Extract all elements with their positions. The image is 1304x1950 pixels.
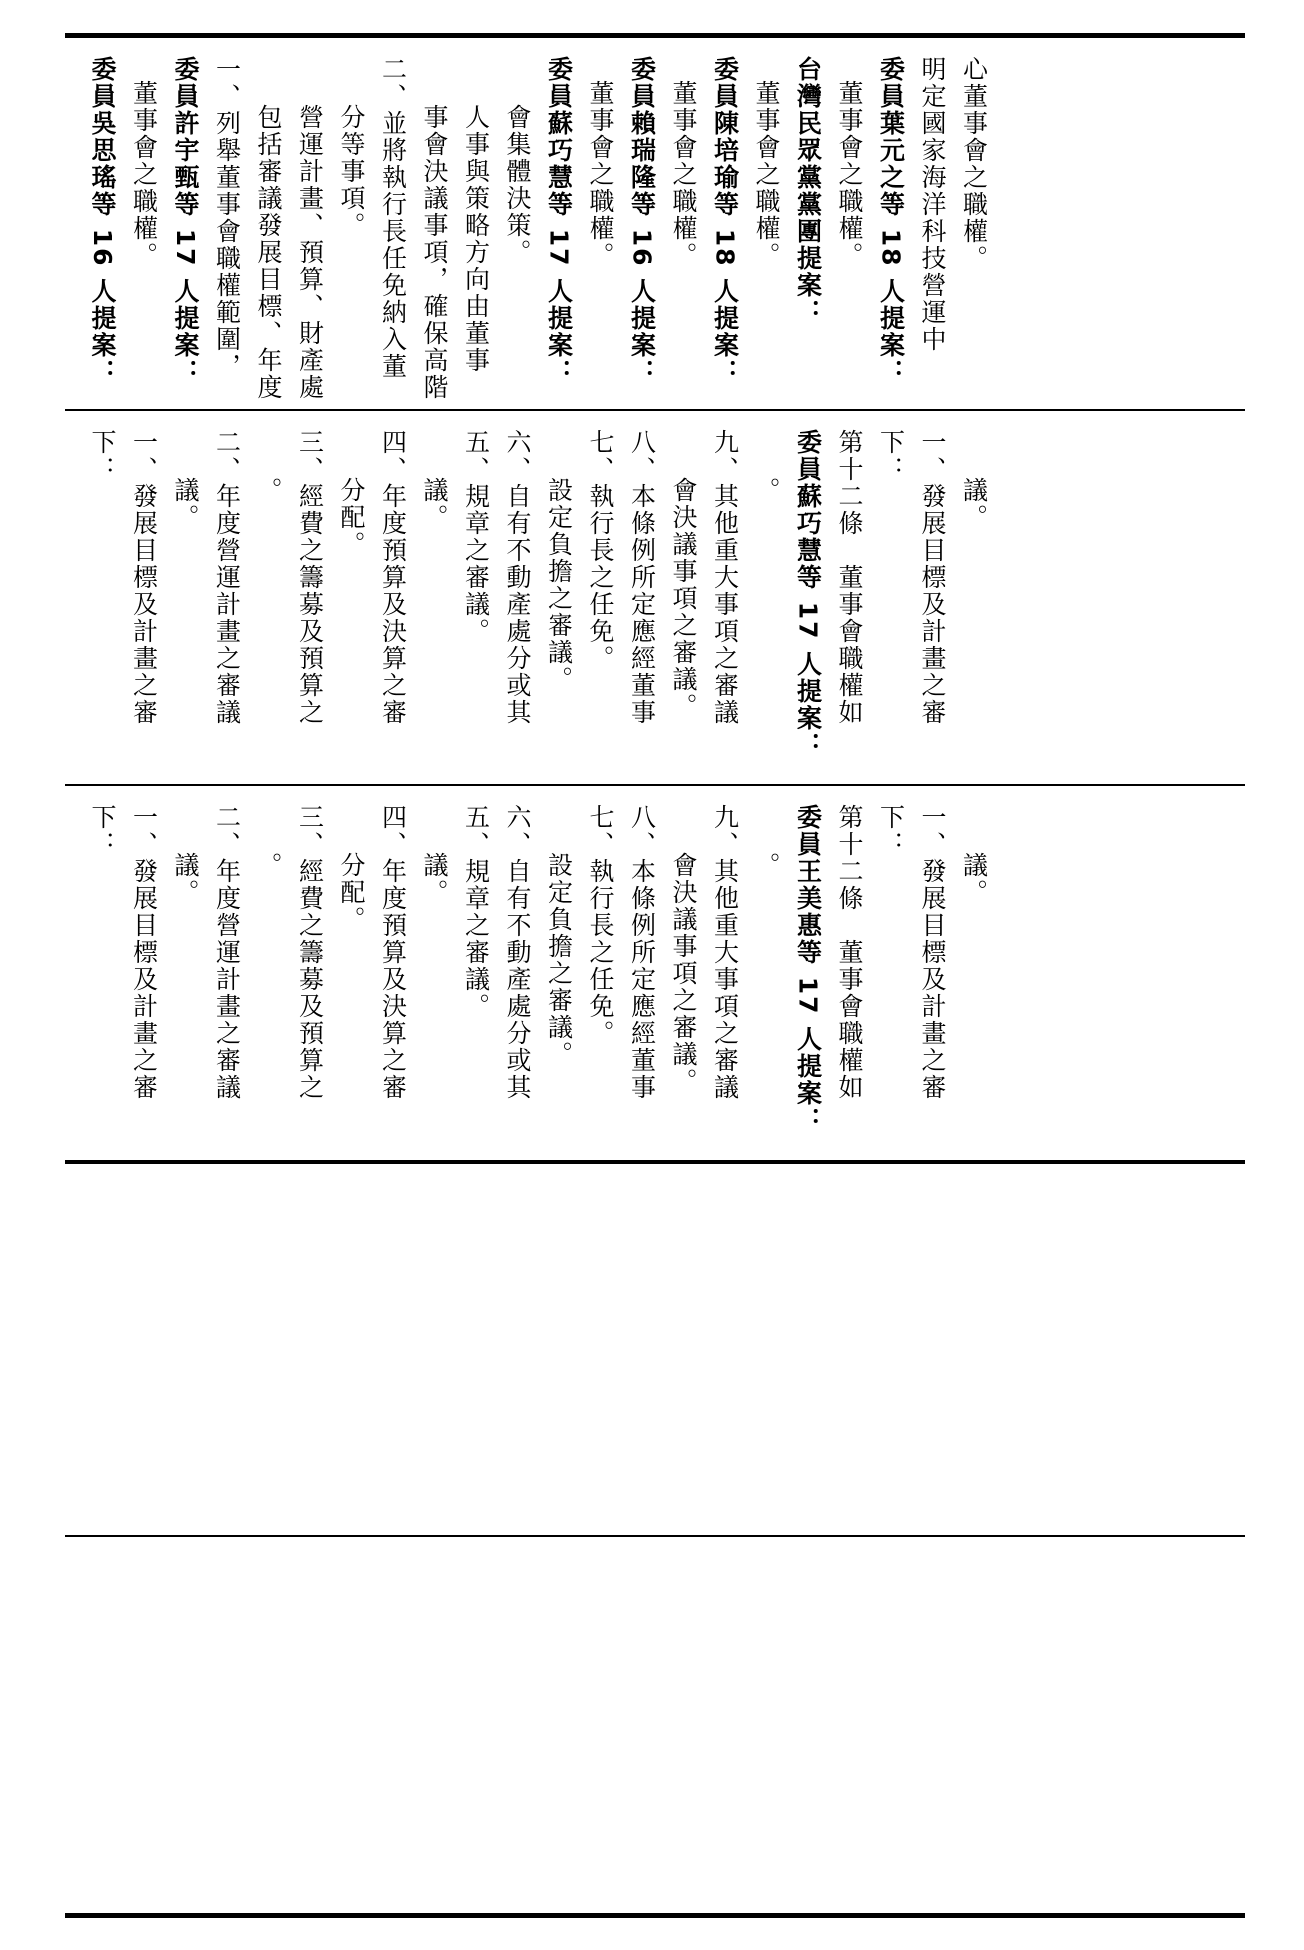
text-line: 四、年度預算及決算之審	[378, 804, 408, 1101]
text-line: 一、發展目標及計畫之審	[918, 804, 947, 1101]
text-line: 。	[254, 852, 283, 879]
text-line: 六、自有不動產處分或其	[503, 804, 532, 1101]
proposal-heading: 委員吳思瑤等 16 人提案：	[88, 56, 117, 387]
text-line: 。	[254, 477, 283, 504]
text-line: 人事與策略方向由董事	[461, 104, 491, 374]
proposal-heading: 委員蘇巧慧等 17 人提案：	[544, 56, 574, 387]
band-article-wang-text	[65, 786, 1245, 1160]
text-line: 下：	[876, 429, 906, 483]
text-line: 一、發展目標及計畫之審	[129, 429, 159, 726]
text-line: 二、年度營運計畫之審議	[212, 429, 242, 726]
proposal-heading: 委員陳培瑜等 18 人提案：	[710, 56, 740, 387]
text-line: 一、發展目標及計畫之審	[918, 429, 947, 726]
text-line: 。	[752, 852, 781, 879]
text-line: 董事會之職權。	[752, 80, 781, 269]
text-line: 七、執行長之任免。	[586, 429, 615, 672]
bottom-rule	[65, 1913, 1245, 1918]
text-line: 三、經費之籌募及預算之	[295, 804, 325, 1101]
text-line: 議。	[171, 852, 200, 906]
band-article-wang	[65, 786, 1245, 1160]
text-line: 六、自有不動產處分或其	[503, 429, 532, 726]
text-line: 八、本條例所定應經董事	[627, 804, 657, 1101]
text-line: 心董事會之職權。	[959, 56, 989, 272]
band-proposals	[65, 38, 1245, 409]
text-line: 一、列舉董事會職權範圍，	[212, 56, 242, 380]
text-line: 五、規章之審議。	[461, 429, 491, 645]
text-line: 會決議事項之審議。	[669, 477, 698, 720]
band-article-su	[65, 411, 1245, 784]
text-line: 設定負擔之審議。	[544, 477, 574, 693]
band-empty-1	[65, 1164, 1245, 1535]
text-line: 第十二條 董事會職權如	[835, 804, 864, 1101]
band-empty-2	[65, 1537, 1245, 1913]
proposal-heading: 委員王美惠等 17 人提案：	[793, 804, 823, 1135]
text-line: 董事會之職權。	[586, 80, 615, 269]
text-line: 事會決議事項，確保高階	[420, 104, 449, 401]
text-line: 四、年度預算及決算之審	[378, 429, 408, 726]
band-article-su-text	[65, 411, 1245, 784]
text-line: 董事會之職權。	[669, 80, 698, 269]
proposal-heading: 委員葉元之等 18 人提案：	[876, 56, 906, 387]
text-line: 董事會之職權。	[835, 80, 864, 269]
proposal-heading: 台灣民眾黨黨團提案：	[793, 56, 823, 326]
text-line: 分配。	[337, 852, 366, 933]
text-line: 八、本條例所定應經董事	[627, 429, 657, 726]
text-line: 董事會之職權。	[129, 80, 159, 269]
proposal-heading: 委員蘇巧慧等 17 人提案：	[793, 429, 823, 760]
text-line: 二、並將執行長任免納入董	[378, 56, 408, 380]
text-line: 第十二條 董事會職權如	[835, 429, 864, 726]
text-line: 九、其他重大事項之審議	[710, 804, 740, 1101]
proposal-heading: 委員許宇甄等 17 人提案：	[171, 56, 200, 387]
text-line: 議。	[171, 477, 200, 531]
text-line: 一、發展目標及計畫之審	[129, 804, 159, 1101]
text-line: 下：	[88, 804, 117, 858]
text-line: 下：	[88, 429, 117, 483]
text-line: 議。	[959, 477, 989, 531]
text-line: 。	[752, 477, 781, 504]
text-line: 議。	[420, 852, 449, 906]
text-line: 二、年度營運計畫之審議	[212, 804, 242, 1101]
text-line: 設定負擔之審議。	[544, 852, 574, 1068]
text-line: 會集體決策。	[503, 104, 532, 266]
proposal-heading: 委員賴瑞隆等 16 人提案：	[627, 56, 657, 387]
text-line: 營運計畫、預算、財產處	[295, 104, 325, 401]
text-line: 明定國家海洋科技營運中	[918, 56, 947, 353]
text-line: 下：	[876, 804, 906, 858]
text-line: 三、經費之籌募及預算之	[295, 429, 325, 726]
band-proposals-text	[65, 38, 1245, 409]
text-line: 分配。	[337, 477, 366, 558]
text-line: 會決議事項之審議。	[669, 852, 698, 1095]
text-line: 五、規章之審議。	[461, 804, 491, 1020]
text-line: 包括審議發展目標、年度	[254, 104, 283, 401]
text-line: 議。	[959, 852, 989, 906]
text-line: 七、執行長之任免。	[586, 804, 615, 1047]
text-line: 分等事項。	[337, 104, 366, 239]
text-line: 議。	[420, 477, 449, 531]
text-line: 九、其他重大事項之審議	[710, 429, 740, 726]
